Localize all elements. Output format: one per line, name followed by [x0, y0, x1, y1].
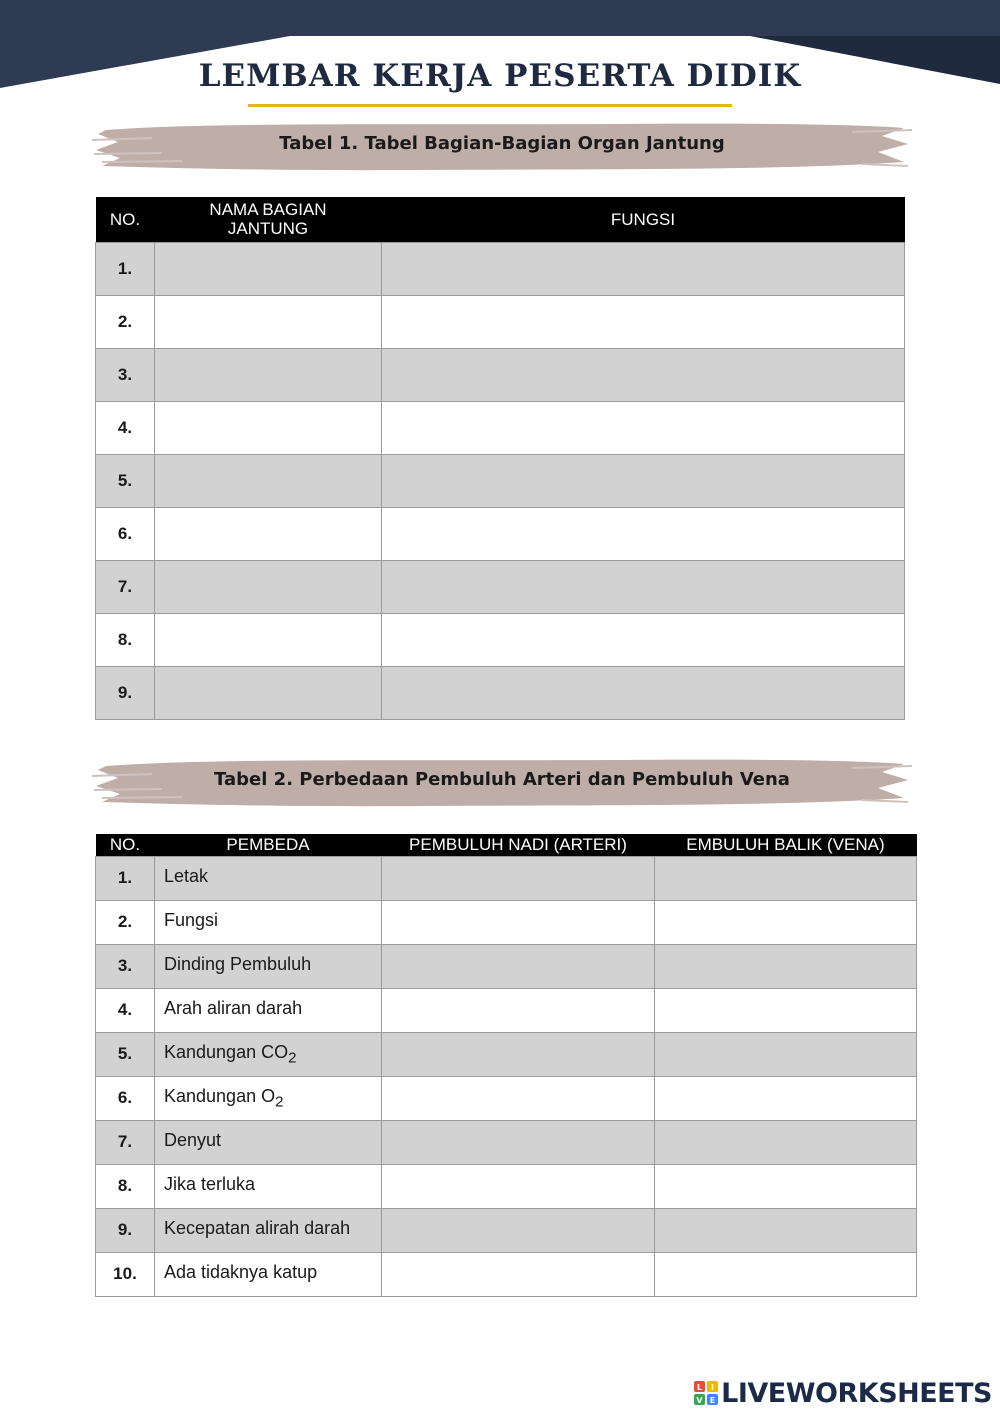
row-number: 9. — [96, 1208, 155, 1252]
fungsi-input[interactable] — [382, 666, 905, 719]
table2-header-vena: EMBULUH BALIK (VENA) — [655, 834, 917, 856]
vena-input[interactable] — [655, 944, 917, 988]
table-row — [96, 1032, 917, 1076]
pembeda-label: Dinding Pembuluh — [155, 944, 382, 988]
pembeda-label: Kandungan $CO_2$ — [155, 1032, 382, 1076]
row-number: 6. — [96, 507, 155, 560]
pembeda-label: Letak — [155, 856, 382, 900]
svg-text:I: I — [711, 1383, 715, 1392]
fungsi-input[interactable] — [382, 242, 905, 295]
row-number: 1. — [96, 242, 155, 295]
fungsi-input[interactable] — [382, 613, 905, 666]
table-row — [96, 507, 905, 560]
vena-input[interactable] — [655, 1252, 917, 1296]
svg-text:L: L — [697, 1383, 703, 1392]
arteri-input[interactable] — [382, 1164, 655, 1208]
table-row — [96, 454, 905, 507]
table1-header-no: NO. — [96, 197, 155, 242]
table-row — [96, 401, 905, 454]
fungsi-input[interactable] — [382, 454, 905, 507]
pembeda-label: Kandungan $O_2$ — [155, 1076, 382, 1120]
table2-header-no: NO. — [96, 834, 155, 856]
table1-caption: Tabel 1. Tabel Bagian-Bagian Organ Jantung — [279, 133, 725, 154]
pembeda-label: Fungsi — [155, 900, 382, 944]
pembeda-label: Arah aliran darah — [155, 988, 382, 1032]
vena-input[interactable] — [655, 856, 917, 900]
row-number: 9. — [96, 666, 155, 719]
liveworksheets-logo-icon — [694, 1381, 718, 1405]
pembeda-label: Kecepatan alirah darah — [155, 1208, 382, 1252]
row-number: 6. — [96, 1076, 155, 1120]
table-row — [96, 1076, 917, 1120]
page-title: LEMBAR KERJA PESERTA DIDIK — [198, 58, 802, 94]
table-row — [96, 900, 917, 944]
vena-input[interactable] — [655, 988, 917, 1032]
table-row — [96, 1164, 917, 1208]
vena-input[interactable] — [655, 1208, 917, 1252]
nama-bagian-input[interactable] — [155, 454, 382, 507]
fungsi-input[interactable] — [382, 401, 905, 454]
table2-header-row — [96, 834, 917, 856]
table-row — [96, 295, 905, 348]
row-number: 5. — [96, 454, 155, 507]
vena-input[interactable] — [655, 1032, 917, 1076]
nama-bagian-input[interactable] — [155, 507, 382, 560]
table-row — [96, 1120, 917, 1164]
table2-header-arteri: PEMBULUH NADI (ARTERI) — [382, 834, 655, 856]
row-number: 4. — [96, 401, 155, 454]
pembeda-label: Jika terluka — [155, 1164, 382, 1208]
arteri-input[interactable] — [382, 1252, 655, 1296]
liveworksheets-footer — [694, 1375, 992, 1411]
table-row — [96, 944, 917, 988]
table-row — [96, 242, 905, 295]
vena-input[interactable] — [655, 1120, 917, 1164]
table-row — [96, 1252, 917, 1296]
pembeda-label: Ada tidaknya katup — [155, 1252, 382, 1296]
table2-caption: Tabel 2. Perbedaan Pembuluh Arteri dan Pembuluh Vena — [214, 769, 790, 790]
row-number: 7. — [96, 560, 155, 613]
arteri-input[interactable] — [382, 988, 655, 1032]
row-number: 2. — [96, 295, 155, 348]
table-row — [96, 613, 905, 666]
vena-input[interactable] — [655, 1076, 917, 1120]
title-underline — [248, 104, 732, 107]
row-number: 4. — [96, 988, 155, 1032]
table2-header-pembeda: PEMBEDA — [155, 834, 382, 856]
arteri-input[interactable] — [382, 1076, 655, 1120]
table-row — [96, 560, 905, 613]
table-row — [96, 856, 917, 900]
table1-header-fungsi: FUNGSI — [382, 197, 905, 242]
row-number: 3. — [96, 944, 155, 988]
svg-text:V: V — [696, 1396, 703, 1405]
arteri-input[interactable] — [382, 856, 655, 900]
row-number: 10. — [96, 1252, 155, 1296]
nama-bagian-input[interactable] — [155, 401, 382, 454]
table-bagian-jantung — [95, 197, 905, 720]
arteri-input[interactable] — [382, 1032, 655, 1076]
row-number: 5. — [96, 1032, 155, 1076]
liveworksheets-brand: LIVEWORKSHEETS — [721, 1377, 992, 1409]
nama-bagian-input[interactable] — [155, 242, 382, 295]
fungsi-input[interactable] — [382, 507, 905, 560]
row-number: 2. — [96, 900, 155, 944]
nama-bagian-input[interactable] — [155, 295, 382, 348]
nama-bagian-input[interactable] — [155, 666, 382, 719]
table-row — [96, 348, 905, 401]
fungsi-input[interactable] — [382, 295, 905, 348]
arteri-input[interactable] — [382, 1120, 655, 1164]
table-row — [96, 1208, 917, 1252]
row-number: 8. — [96, 613, 155, 666]
fungsi-input[interactable] — [382, 560, 905, 613]
fungsi-input[interactable] — [382, 348, 905, 401]
row-number: 8. — [96, 1164, 155, 1208]
row-number: 7. — [96, 1120, 155, 1164]
nama-bagian-input[interactable] — [155, 613, 382, 666]
nama-bagian-input[interactable] — [155, 348, 382, 401]
table-row — [96, 666, 905, 719]
vena-input[interactable] — [655, 1164, 917, 1208]
row-number: 1. — [96, 856, 155, 900]
row-number: 3. — [96, 348, 155, 401]
arteri-input[interactable] — [382, 1208, 655, 1252]
svg-text:E: E — [709, 1396, 716, 1405]
vena-input[interactable] — [655, 900, 917, 944]
table-row — [96, 988, 917, 1032]
pembeda-label: Denyut — [155, 1120, 382, 1164]
arteri-input[interactable] — [382, 900, 655, 944]
arteri-input[interactable] — [382, 944, 655, 988]
table1-header-row — [96, 197, 905, 242]
table1-header-nama: NAMA BAGIAN JANTUNG — [155, 197, 382, 242]
table-perbedaan-pembuluh — [95, 834, 917, 1297]
nama-bagian-input[interactable] — [155, 560, 382, 613]
